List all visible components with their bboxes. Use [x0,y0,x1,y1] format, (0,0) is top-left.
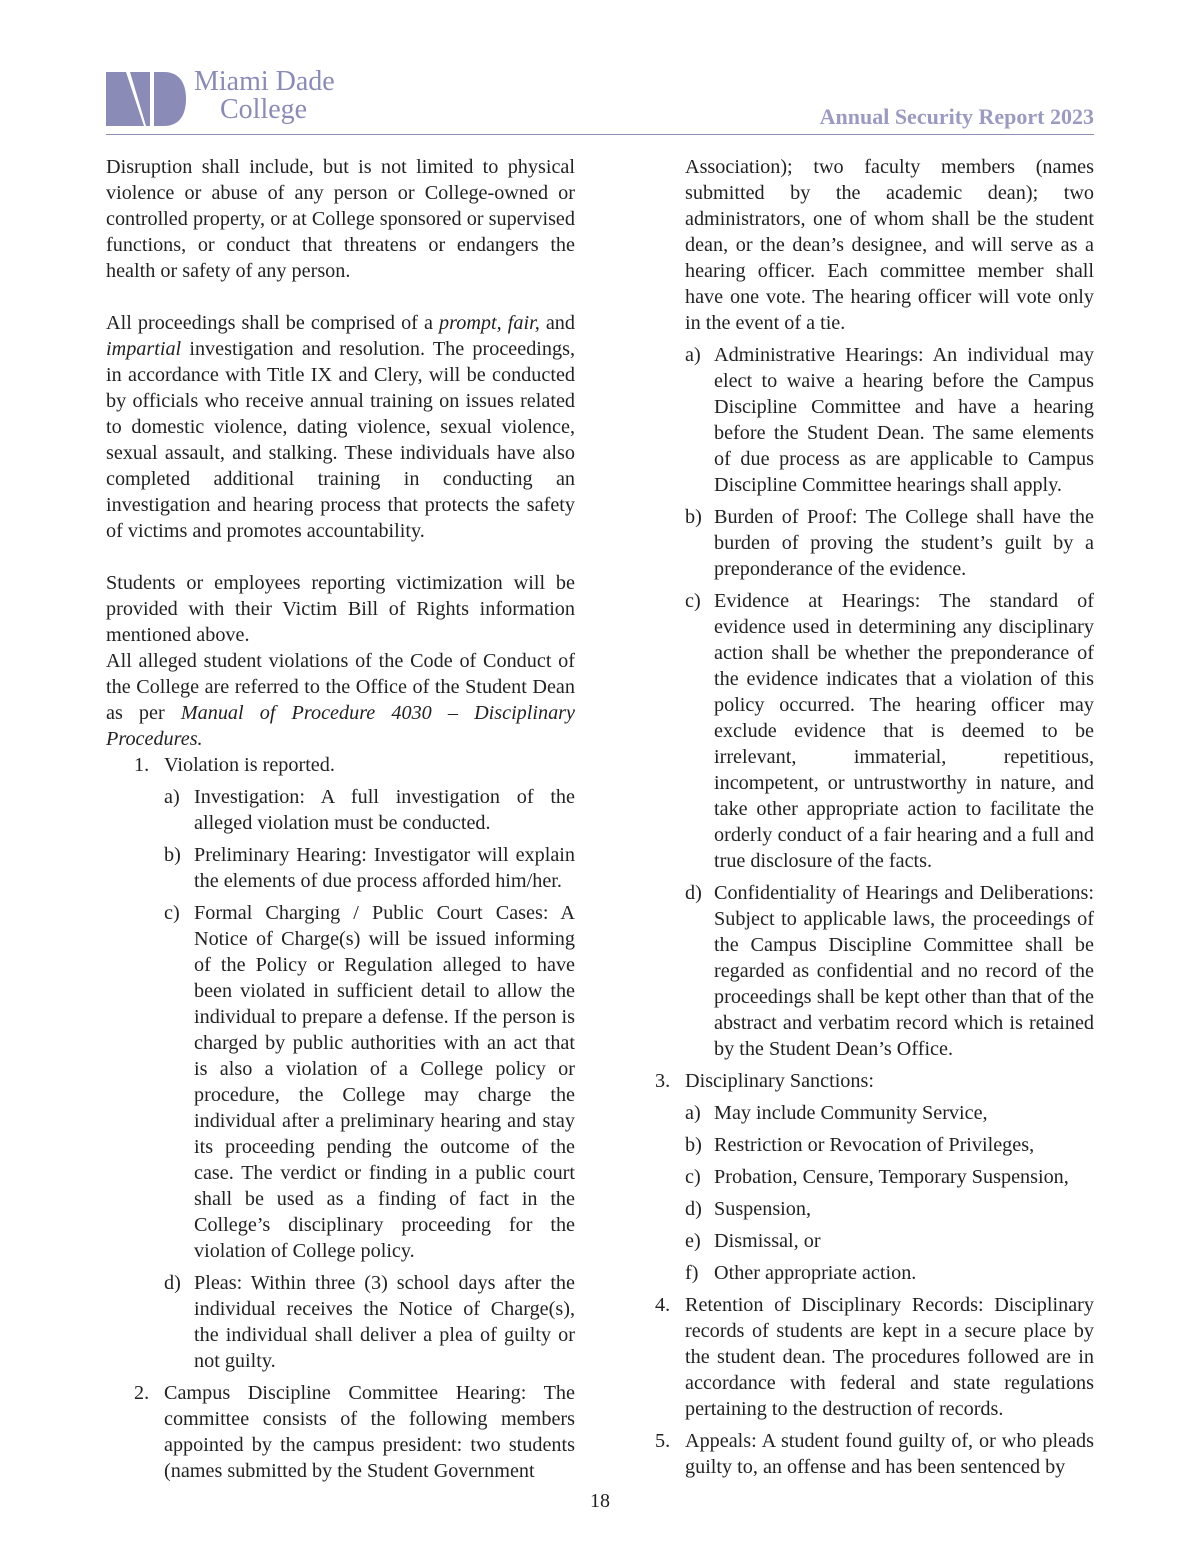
left-column [106,154,575,1484]
sub-list-item [106,842,575,894]
paragraph-violations [106,648,575,752]
sub-list-item [625,1196,1094,1222]
list-item-text: Evidence at Hearings: The standard of evidence used in determining any disciplinary action shall be whether the preponderance of the evidence indicates that a violation of this policy occurred. The hearing officer may exclude evidence that is deemed to be irrelevant, immaterial, repetitious, incompetent, or untrustworthy in nature, and take other appropriate action to facilitate the orderly conduct of a fair hearing and a full and true disclosure of the facts. [714,590,1094,872]
list-item-text: Pleas: Within three (3) school days after the individual receives the Notice of Charge(s), the individual shall deliver a plea of guilty or not guilty. [194,1272,575,1372]
list-item-text: Appeals: A student found guilty of, or who pleads guilty to, an offense and has been sentenced by [685,1430,1094,1478]
list-marker: b) [685,1134,702,1156]
emphasis-text: impartial [106,338,182,360]
list-item-text: Administrative Hearings: An individual may elect to waive a hearing before the Campus Discipline Committee and have a hearing before the Student Dean. The same elements of due process as are applicable to Campus Discipline Committee hearings shall apply. [714,344,1094,496]
list-item-text: Probation, Censure, Temporary Suspension, [714,1166,1069,1188]
paragraph-victims: Students or employees reporting victimization will be provided with their Victim Bill of Rights information mentioned above. [106,572,575,646]
list-marker: d) [164,1272,181,1294]
sub-list-item [106,900,575,1264]
list-marker: f) [685,1262,699,1284]
text-run: investigation and resolution. The proceedings, in accordance with Title IX and Clery, will be conducted by officials who receive annual training on issues related to domestic violence, dating violence, sexual violence, sexual assault, and stalking. These individuals have also completed additional training in conducting an investigation and hearing process that protects the safety of victims and promotes accountability. [106,338,575,542]
text-run: All alleged student violations of the Code of Conduct of the College are referred to the Office of the Student Dean as per [106,650,575,724]
list-item-text: Restriction or Revocation of Privileges, [714,1134,1035,1156]
list-item-text: Suspension, [714,1198,812,1220]
list-marker: a) [164,786,180,808]
list-marker: 3. [655,1070,671,1092]
list-item-continued [625,154,1094,336]
list-marker: 1. [134,754,150,776]
college-logo-mark [106,72,186,126]
page-header [106,68,1094,136]
list-item-text: Dismissal, or [714,1230,821,1252]
sub-list-item [106,784,575,836]
list-item-text: Burden of Proof: The College shall have the burden of proving the student’s guilt by a preponderance of the evidence. [714,506,1094,580]
list-item [625,1292,1094,1422]
text-run: All proceedings shall be comprised of a [106,312,440,334]
list-item-text: Investigation: A full investigation of the alleged violation must be conducted. [194,786,575,834]
procedure-reference: Manual of Procedure 4030 – Disciplinary Procedures. [106,702,576,750]
paragraph-proceedings [106,310,575,544]
logo-line-1: Miami Dade [194,66,335,97]
paragraph-disruption: Disruption shall include, but is not limited to physical violence or abuse of any person or College-owned or controlled property, or at College sponsored or supervised functions, or conduct that threatens or endangers the health or safety of any person. [106,156,575,282]
list-item [106,752,575,778]
sub-list-item [625,1132,1094,1158]
list-marker: e) [685,1230,701,1252]
right-column [625,154,1094,1480]
list-item-text: Preliminary Hearing: Investigator will explain the elements of due process afforded him/her. [194,844,575,892]
list-item-text: Association); two faculty members (names submitted by the academic dean); two administrators, one of whom shall be the student dean, or the dean’s designee, and will serve as a hearing officer. Each committee member shall have one vote. The hearing officer will vote only in the event of a tie. [685,156,1094,334]
list-marker: 5. [655,1430,671,1452]
sub-list-item [625,1228,1094,1254]
sub-list-item [625,880,1094,1062]
list-marker: c) [685,590,701,612]
sub-list-item [625,1260,1094,1286]
list-marker: d) [685,1198,702,1220]
list-marker: 2. [134,1382,150,1404]
sub-list-item [625,504,1094,582]
list-marker: 4. [655,1294,671,1316]
sub-list-item [106,1270,575,1374]
list-marker: c) [685,1166,701,1188]
list-item-text: Violation is reported. [164,754,335,776]
text-run: and [539,312,575,334]
header-rule [106,134,1094,135]
sub-list-item [625,1164,1094,1190]
logo-line-2: College [220,94,308,125]
list-item-text: Disciplinary Sanctions: [685,1070,874,1092]
page-number: 18 [590,1490,610,1512]
list-marker: b) [685,506,702,528]
sub-list-item [625,342,1094,498]
list-item [625,1068,1094,1094]
sub-list-item [625,1100,1094,1126]
list-marker: b) [164,844,181,866]
list-marker: c) [164,902,180,924]
sub-list-item [625,588,1094,874]
list-item-text: Other appropriate action. [714,1262,917,1284]
list-item-text: Campus Discipline Committee Hearing: The committee consists of the following members appointed by the campus president: two students (names submitted by the Student Government [164,1382,575,1482]
college-logo-text [194,68,335,124]
list-item-text: Confidentiality of Hearings and Deliberations: Subject to applicable laws, the proceedings of the Campus Discipline Committee shall be regarded as confidential and no record of the proceedings shall be kept other than that of the abstract and verbatim record which is retained by the Student Dean’s Office. [714,882,1094,1060]
list-item-text: Formal Charging / Public Court Cases: A Notice of Charge(s) will be issued informing of the Policy or Regulation alleged to have been violated in sufficient detail to allow the individual to prepare a defense. If the person is charged by public authorities with an act that is also a violation of a College policy or procedure, the College may charge the individual after a preliminary hearing and stay its proceeding pending the outcome of the case. The verdict or finding in a public court shall be used as a finding of fact in the College’s disciplinary proceeding for the violation of College policy. [194,902,575,1262]
list-marker: a) [685,344,701,366]
emphasis-text: prompt, fair, [439,312,540,334]
list-marker: d) [685,882,702,904]
list-marker: a) [685,1102,701,1124]
list-item [106,1380,575,1484]
report-title: Annual Security Report 2023 [819,104,1094,129]
list-item-text: Retention of Disciplinary Records: Disciplinary records of students are kept in a secure place by the student dean. The procedures followed are in accordance with federal and state regulations pertaining to the destruction of records. [685,1294,1094,1420]
list-item-text: May include Community Service, [714,1102,988,1124]
list-item [625,1428,1094,1480]
